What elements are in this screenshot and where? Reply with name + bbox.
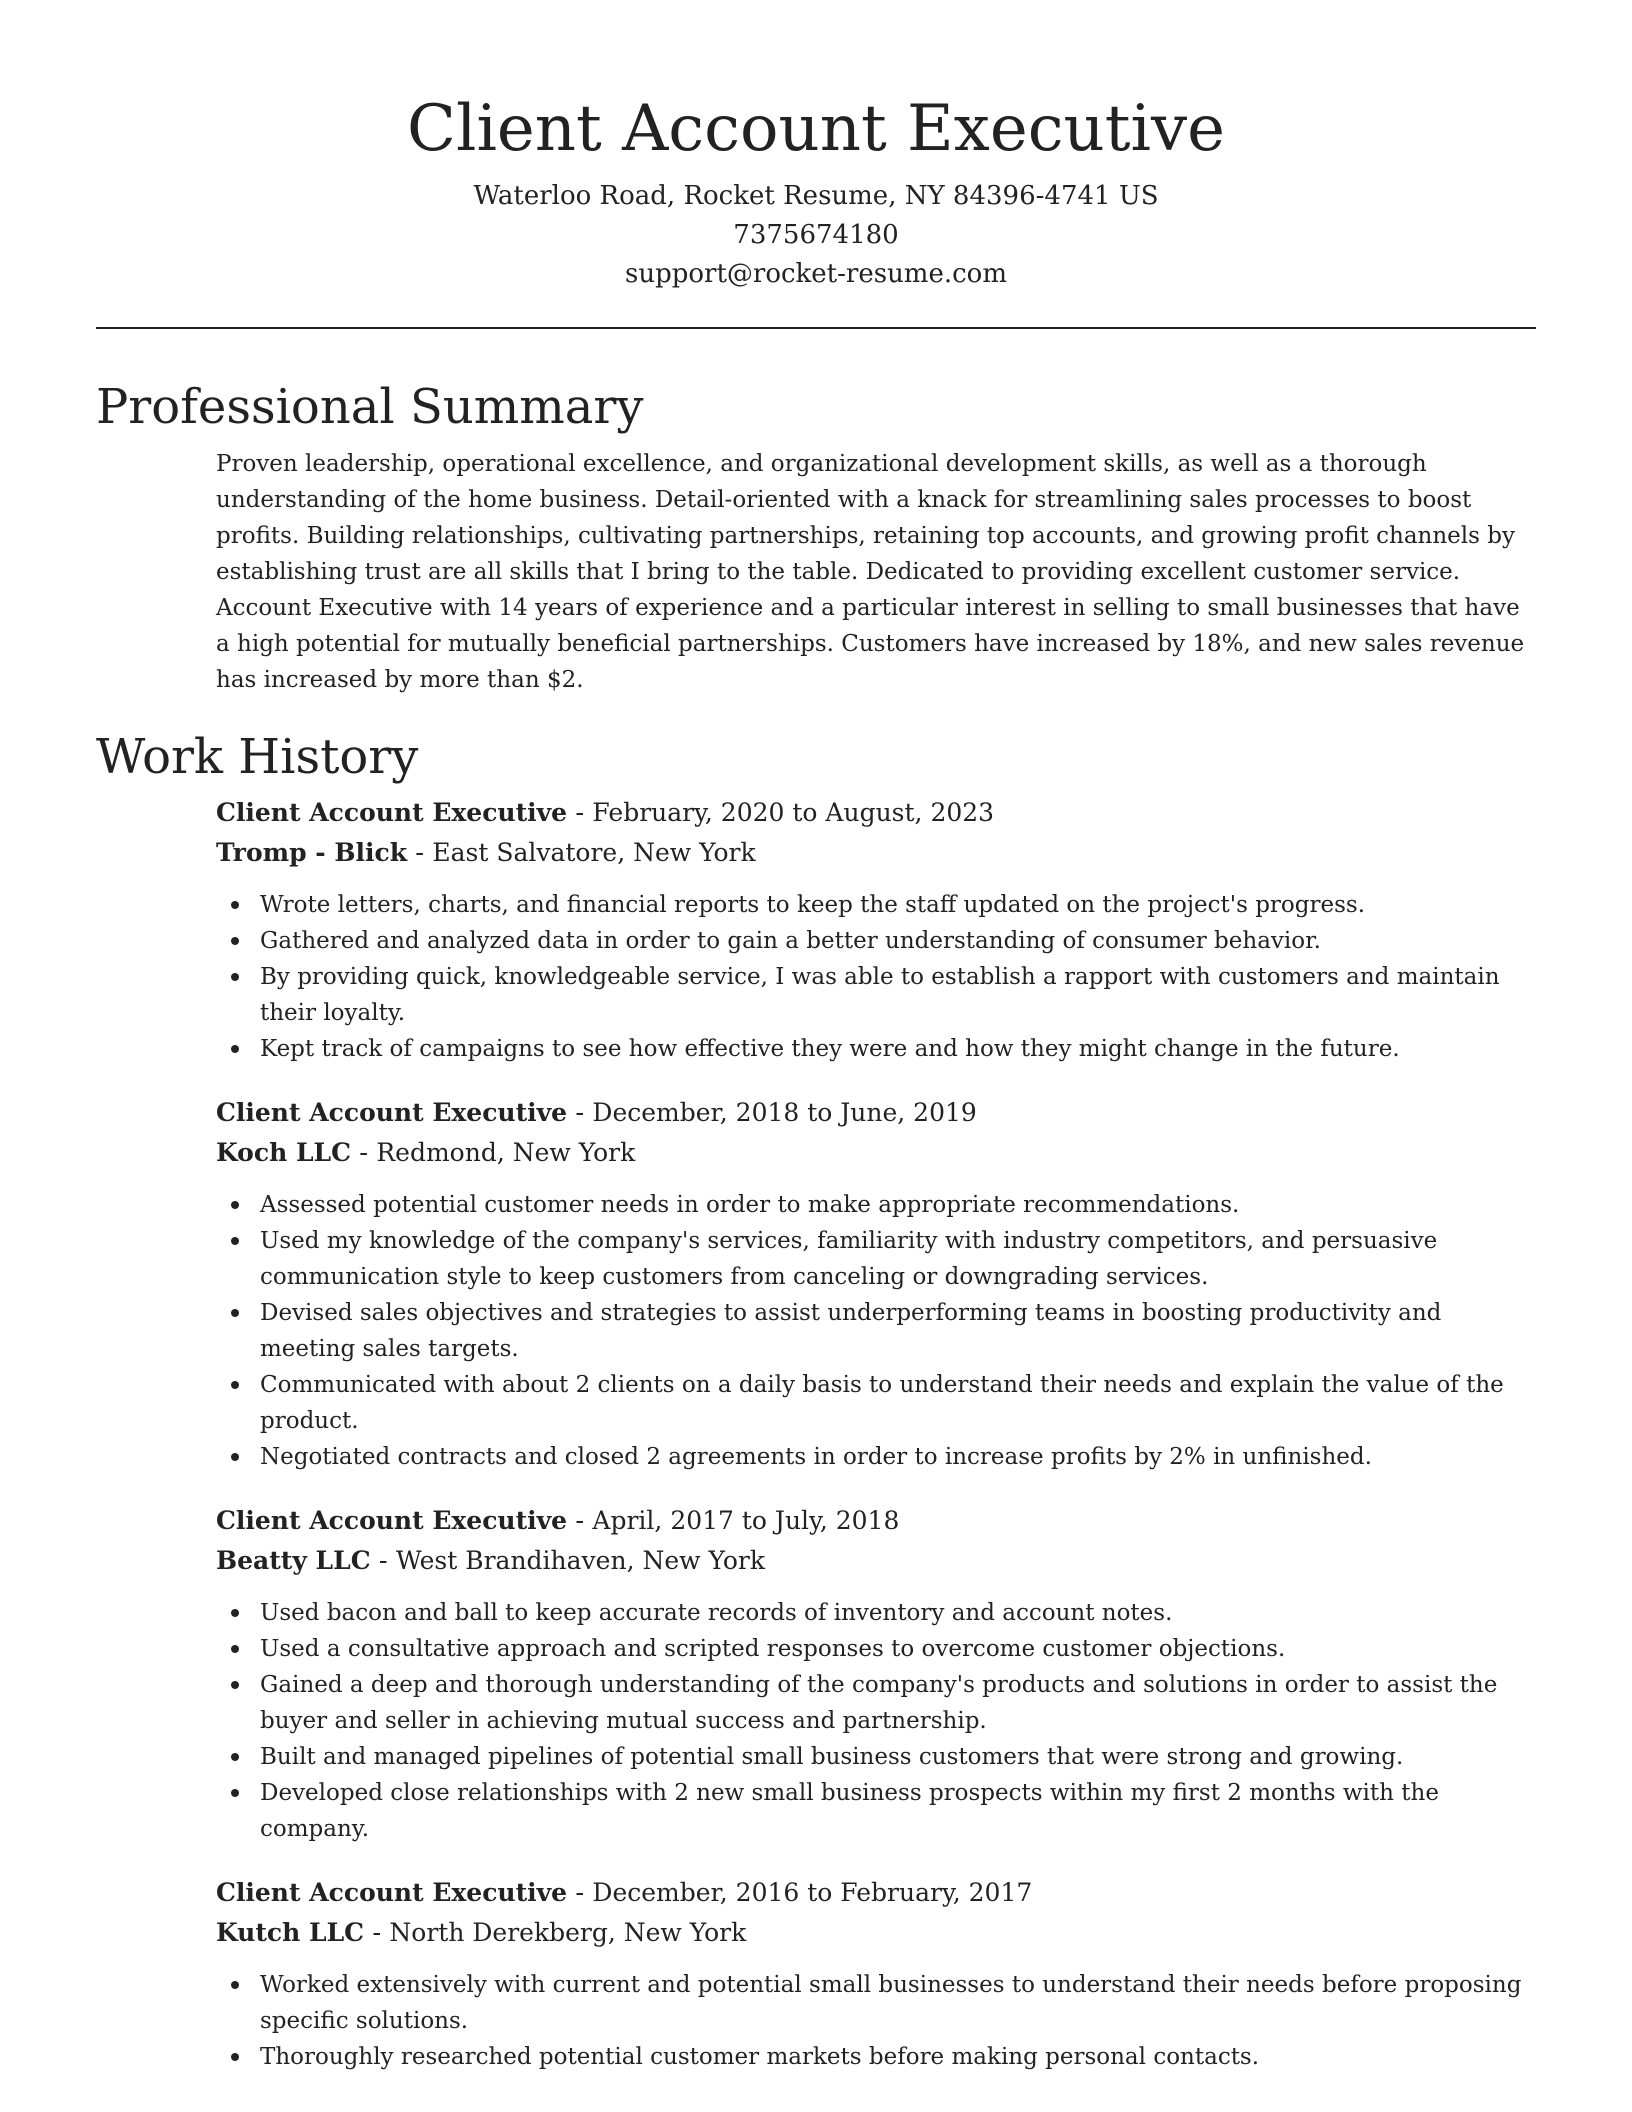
job-location: East Salvatore, New York — [432, 838, 756, 867]
job-dates: December, 2018 to June, 2019 — [592, 1098, 977, 1127]
job-location: Redmond, New York — [376, 1138, 636, 1167]
job-bullets — [216, 1595, 1536, 1847]
header-divider — [96, 327, 1536, 329]
contact-phone: 7375674180 — [733, 220, 899, 250]
job-entry — [216, 1873, 1536, 2075]
contact-email: support@rocket-resume.com — [624, 259, 1007, 289]
job-title-line — [216, 793, 1536, 833]
bullet-item: Used bacon and ball to keep accurate records of inventory and account notes. — [216, 1595, 1536, 1631]
job-dates: February, 2020 to August, 2023 — [592, 798, 995, 827]
job-company: Kutch LLC — [216, 1918, 365, 1947]
job-separator: - — [567, 1878, 593, 1908]
resume-header — [96, 0, 1536, 294]
job-dates: April, 2017 to July, 2018 — [592, 1506, 900, 1535]
work-history-section — [216, 793, 1536, 2075]
job-company: Tromp - Blick — [216, 838, 408, 867]
bullet-item: Used a consultative approach and scripted responses to overcome customer objections. — [216, 1631, 1536, 1667]
job-separator: - — [407, 838, 433, 868]
bullet-item: Communicated with about 2 clients on a daily basis to understand their needs and explain the value of the product. — [216, 1367, 1536, 1439]
job-entry — [216, 793, 1536, 1067]
job-bullets — [216, 1187, 1536, 1475]
job-separator: - — [567, 798, 593, 828]
job-entry — [216, 1093, 1536, 1475]
job-location: North Derekberg, New York — [389, 1918, 747, 1947]
summary-text: Proven leadership, operational excellence, and organizational development skills, as well as a thorough understanding of the home business. Detail-oriented with a knack for streamlining sales processes to boost profits. Building relationships, cultivating partnerships, retaining top accounts, and growing profit channels by establishing trust are all skills that I bring to the table. Dedicated to providing excellent customer service. Account Executive with 14 years of experience and a particular interest in selling to small businesses that have a high potential for mutually beneficial partnerships. Customers have increased by 18%, and new sales revenue has increased by more than $2. — [216, 451, 1525, 693]
bullet-item: Thoroughly researched potential customer markets before making personal contacts. — [216, 2039, 1536, 2075]
summary-heading: Professional Summary — [96, 379, 644, 435]
job-company: Koch LLC — [216, 1138, 352, 1167]
job-dates: December, 2016 to February, 2017 — [592, 1878, 1033, 1907]
job-bullets — [216, 1967, 1536, 2075]
job-title: Client Account Executive — [216, 1098, 568, 1127]
bullet-item: Kept track of campaigns to see how effective they were and how they might change in the future. — [216, 1031, 1536, 1067]
bullet-item: Wrote letters, charts, and financial reports to keep the staff updated on the project's progress. — [216, 887, 1536, 923]
job-company-line — [216, 1541, 1536, 1581]
contact-address: Waterloo Road, Rocket Resume, NY 84396-4741 US — [473, 181, 1159, 211]
contact-info — [96, 177, 1536, 294]
bullet-item: Gathered and analyzed data in order to gain a better understanding of consumer behavior. — [216, 923, 1536, 959]
job-company-line — [216, 1133, 1536, 1173]
bullet-item: Used my knowledge of the company's services, familiarity with industry competitors, and persuasive communication style to keep customers from canceling or downgrading services. — [216, 1223, 1536, 1295]
bullet-item: Negotiated contracts and closed 2 agreements in order to increase profits by 2% in unfinished. — [216, 1439, 1536, 1475]
job-bullets — [216, 887, 1536, 1067]
bullet-item: By providing quick, knowledgeable service, I was able to establish a rapport with customers and maintain their loyalty. — [216, 959, 1536, 1031]
job-company: Beatty LLC — [216, 1546, 371, 1575]
job-title: Client Account Executive — [216, 798, 568, 827]
bullet-item: Assessed potential customer needs in order to make appropriate recommendations. — [216, 1187, 1536, 1223]
summary-section — [216, 446, 1536, 698]
job-company-line — [216, 1913, 1536, 1953]
job-title-line — [216, 1093, 1536, 1133]
job-title-line — [216, 1873, 1536, 1913]
job-company-line — [216, 833, 1536, 873]
job-separator: - — [364, 1918, 390, 1948]
bullet-item: Built and managed pipelines of potential small business customers that were strong and growing. — [216, 1739, 1536, 1775]
job-separator: - — [351, 1138, 377, 1168]
job-location: West Brandihaven, New York — [395, 1546, 765, 1575]
bullet-item: Devised sales objectives and strategies to assist underperforming teams in boosting productivity and meeting sales targets. — [216, 1295, 1536, 1367]
job-separator: - — [370, 1546, 396, 1576]
bullet-item: Developed close relationships with 2 new small business prospects within my first 2 months with the company. — [216, 1775, 1536, 1847]
bullet-item: Gained a deep and thorough understanding of the company's products and solutions in order to assist the buyer and seller in achieving mutual success and partnership. — [216, 1667, 1536, 1739]
job-separator: - — [567, 1098, 593, 1128]
candidate-name: Client Account Executive — [407, 92, 1225, 166]
job-title: Client Account Executive — [216, 1878, 568, 1907]
job-separator: - — [567, 1506, 593, 1536]
resume-page — [96, 0, 1536, 2101]
job-title-line — [216, 1501, 1536, 1541]
work-history-heading: Work History — [96, 729, 419, 785]
job-title: Client Account Executive — [216, 1506, 568, 1535]
bullet-item: Worked extensively with current and potential small businesses to understand their needs before proposing specific solutions. — [216, 1967, 1536, 2039]
job-entry — [216, 1501, 1536, 1847]
